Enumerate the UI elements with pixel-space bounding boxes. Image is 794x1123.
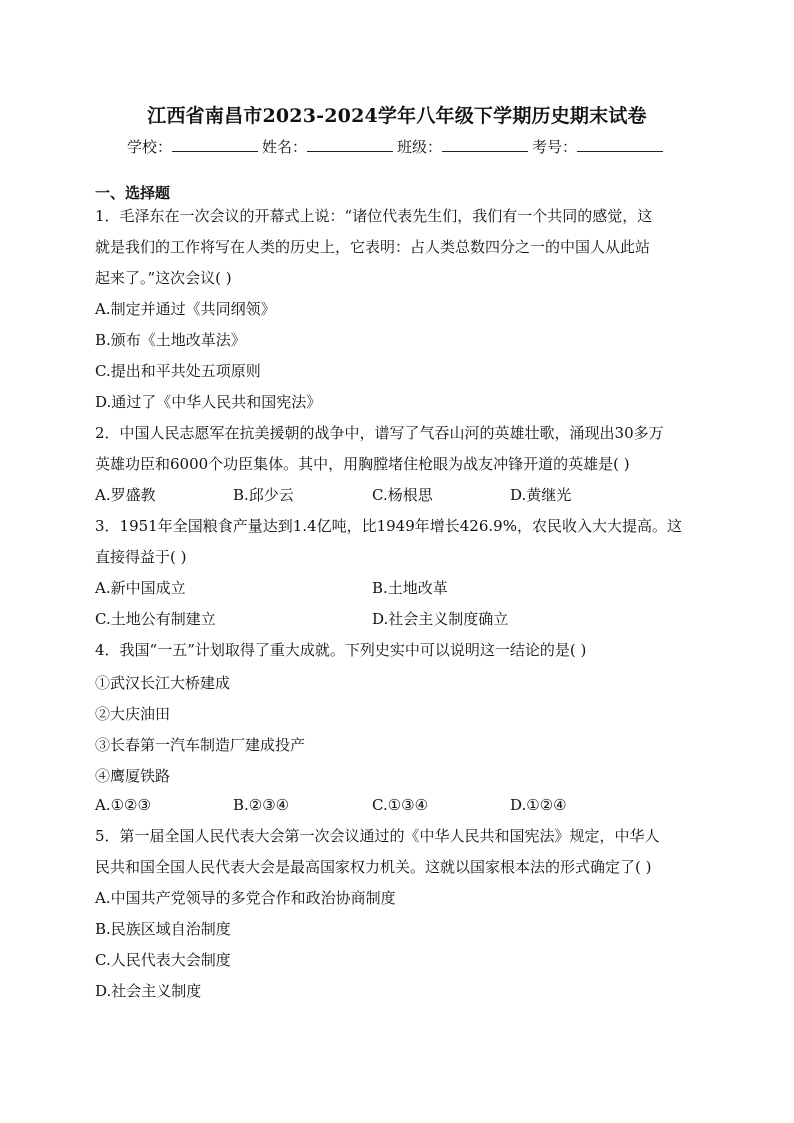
question-2-option-b: B.邱少云 bbox=[233, 486, 294, 504]
question-2-stem-line-1: 2．中国人民志愿军在抗美援朝的战争中，谱写了气吞山河的英雄壮歌，涌现出30多万 bbox=[95, 424, 664, 442]
question-2-option-d: D.黄继光 bbox=[510, 486, 572, 504]
school-blank bbox=[172, 137, 258, 152]
question-5-option-c: C.人民代表大会制度 bbox=[95, 951, 231, 969]
question-3-option-a: A.新中国成立 bbox=[95, 579, 186, 597]
class-blank bbox=[442, 137, 528, 152]
question-5-stem-line-1: 5．第一届全国人民代表大会第一次会议通过的《中华人民共和国宪法》规定，中华人 bbox=[95, 827, 660, 845]
question-4-item-2: ②大庆油田 bbox=[95, 705, 171, 723]
question-4-item-4: ④鹰厦铁路 bbox=[95, 767, 171, 785]
question-2-stem-line-2: 英雄功臣和6000个功臣集体。其中，用胸膛堵住枪眼为战友冲锋开道的英雄是( ) bbox=[95, 455, 630, 473]
question-1-option-a: A.制定并通过《共同纲领》 bbox=[95, 300, 276, 318]
question-1-option-d: D.通过了《中华人民共和国宪法》 bbox=[95, 393, 322, 411]
class-label: 班级： bbox=[397, 138, 443, 156]
question-4-item-1: ①武汉长江大桥建成 bbox=[95, 674, 231, 692]
question-2-option-a: A.罗盛教 bbox=[95, 486, 156, 504]
question-4-item-3: ③长春第一汽车制造厂建成投产 bbox=[95, 736, 306, 754]
number-label: 考号： bbox=[532, 138, 578, 156]
question-1-option-b: B.颁布《土地改革法》 bbox=[95, 331, 246, 349]
question-4-option-a: A.①②③ bbox=[95, 796, 151, 814]
name-blank bbox=[307, 137, 393, 152]
question-5-stem-line-2: 民共和国全国人民代表大会是最高国家权力机关。这就以国家根本法的形式确定了( ) bbox=[95, 858, 652, 876]
question-3-stem-line-2: 直接得益于( ) bbox=[95, 548, 187, 566]
question-1-option-c: C.提出和平共处五项原则 bbox=[95, 362, 261, 380]
question-3-stem-line-1: 3．1951年全国粮食产量达到1.4亿吨，比1949年增长426.9%，农民收入大大提高。这 bbox=[95, 517, 682, 535]
question-5-option-a: A.中国共产党领导的多党合作和政治协商制度 bbox=[95, 889, 396, 907]
student-info-line bbox=[0, 136, 794, 157]
name-label: 姓名： bbox=[261, 138, 307, 156]
question-5-option-d: D.社会主义制度 bbox=[95, 982, 202, 1000]
question-5-option-b: B.民族区域自治制度 bbox=[95, 920, 231, 938]
section-heading: 一、选择题 bbox=[95, 184, 171, 202]
school-label: 学校： bbox=[126, 138, 172, 156]
question-4-stem-line-1: 4．我国“一五”计划取得了重大成就。下列史实中可以说明这一结论的是( ) bbox=[95, 641, 587, 659]
question-1-stem-line-2: 就是我们的工作将写在人类的历史上，它表明：占人类总数四分之一的中国人从此站 bbox=[95, 238, 651, 256]
question-3-option-d: D.社会主义制度确立 bbox=[372, 610, 509, 628]
question-1-stem-line-1: 1．毛泽东在一次会议的开幕式上说：“诸位代表先生们，我们有一个共同的感觉，这 bbox=[95, 207, 653, 225]
question-4-option-c: C.①③④ bbox=[372, 796, 429, 814]
question-4-option-d: D.①②④ bbox=[510, 796, 567, 814]
question-3-option-c: C.土地公有制建立 bbox=[95, 610, 216, 628]
question-1-stem-line-3: 起来了。”这次会议( ) bbox=[95, 269, 232, 287]
number-blank bbox=[577, 137, 663, 152]
question-2-option-c: C.杨根思 bbox=[372, 486, 433, 504]
page-title: 江西省南昌市2023-2024学年八年级下学期历史期末试卷 bbox=[147, 105, 647, 127]
question-4-option-b: B.②③④ bbox=[233, 796, 290, 814]
question-3-option-b: B.土地改革 bbox=[372, 579, 448, 597]
